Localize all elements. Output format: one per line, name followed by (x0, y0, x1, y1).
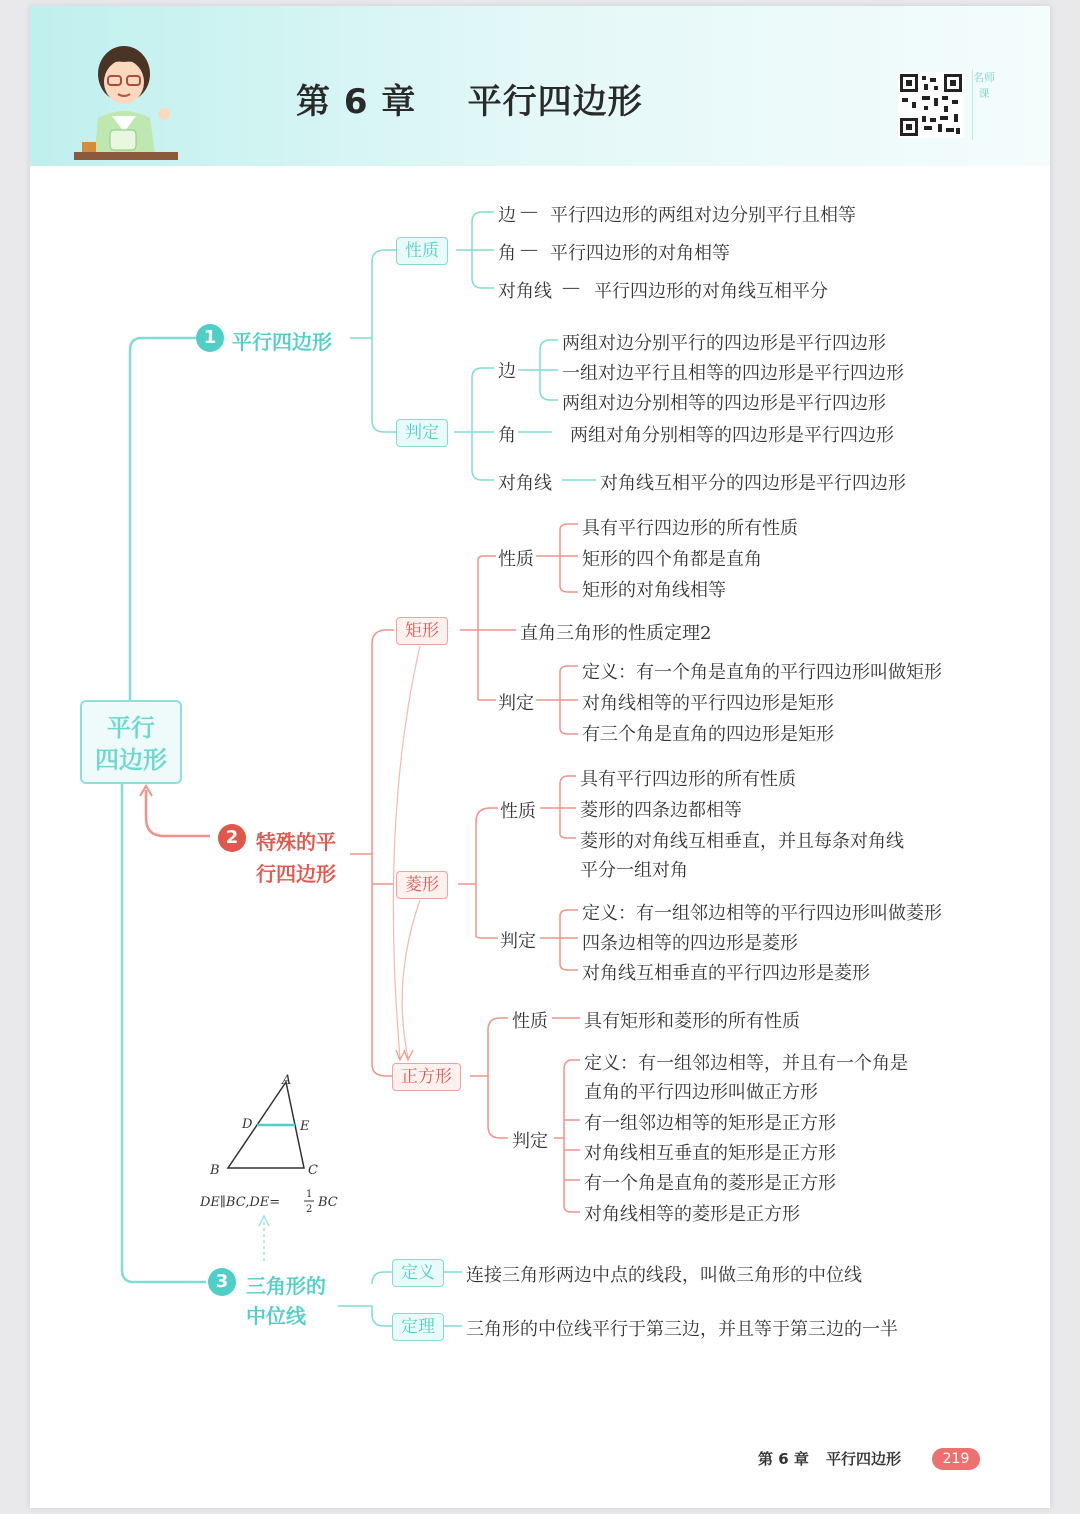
footer-title: 平行四边形 (826, 1450, 902, 1468)
branch1-label[interactable]: 平行四边形 (232, 330, 332, 354)
branch1-judge-key-angle: 角 (498, 425, 516, 446)
dash: — (562, 277, 580, 298)
rectangle-prop-3: 矩形的对角线相等 (582, 580, 726, 601)
dash: — (520, 239, 538, 260)
root-node[interactable] (80, 700, 182, 784)
branch3-definition-text: 连接三角形两边中点的线段，叫做三角形的中位线 (466, 1265, 862, 1286)
square-judge-1b: 直角的平行四边形叫做正方形 (584, 1082, 818, 1103)
branch1-prop-key-diagonal: 对角线 (498, 281, 552, 302)
rhombus-judge-1: 定义：有一组邻边相等的平行四边形叫做菱形 (582, 903, 942, 924)
rectangle-theorem: 直角三角形的性质定理2 (520, 623, 712, 644)
rectangle-tag[interactable]: 矩形 (396, 617, 448, 645)
branch1-judge-angle-text: 两组对角分别相等的四边形是平行四边形 (570, 425, 894, 446)
dash: — (520, 201, 538, 222)
square-judge-4: 有一个角是直角的菱形是正方形 (584, 1173, 836, 1194)
branch3-theorem-text: 三角形的中位线平行于第三边，并且等于第三边的一半 (466, 1319, 898, 1340)
rectangle-judge-2: 对角线相等的平行四边形是矩形 (582, 693, 834, 714)
rectangle-judge-1: 定义：有一个角是直角的平行四边形叫做矩形 (582, 662, 942, 683)
square-judge-5: 对角线相等的菱形是正方形 (584, 1204, 800, 1225)
rhombus-judge-key: 判定 (500, 931, 536, 952)
root-line2: 四边形 (95, 746, 167, 774)
branch1-prop-key-angle: 角 (498, 243, 516, 264)
rhombus-judge-2: 四条边相等的四边形是菱形 (582, 933, 798, 954)
rectangle-prop-1: 具有平行四边形的所有性质 (582, 518, 798, 539)
branch3-definition-tag[interactable]: 定义 (392, 1259, 444, 1287)
figure-caption-right: BC (318, 1195, 338, 1210)
branch3-label-line2[interactable]: 中位线 (246, 1304, 306, 1328)
point-b-label: B (210, 1163, 220, 1178)
branch1-judge-edge-2: 一组对边平行且相等的四边形是平行四边形 (562, 363, 904, 384)
rectangle-prop-2: 矩形的四个角都是直角 (582, 549, 762, 570)
root-line1: 平行 (107, 714, 155, 742)
branch1-prop-text-edge: 平行四边形的两组对边分别平行且相等 (550, 205, 856, 226)
rhombus-tag[interactable]: 菱形 (396, 871, 448, 899)
branch3-label-line1[interactable]: 三角形的 (246, 1274, 326, 1298)
branch1-prop-text-diagonal: 平行四边形的对角线互相平分 (594, 281, 828, 302)
rhombus-judge-3: 对角线互相垂直的平行四边形是菱形 (582, 963, 870, 984)
branch3-number-badge: 3 (208, 1268, 236, 1296)
branch2-label-line2[interactable]: 行四边形 (256, 862, 336, 886)
triangle-midline-figure (200, 1072, 360, 1222)
branch1-judge-key-diagonal: 对角线 (498, 473, 552, 494)
branch1-judge-key-edge: 边 (498, 361, 516, 382)
rhombus-prop-2: 菱形的四条边都相等 (580, 800, 742, 821)
branch2-number-badge: 2 (218, 824, 246, 852)
rhombus-prop-3: 菱形的对角线互相垂直，并且每条对角线 (580, 831, 904, 852)
branch1-judge-edge-3: 两组对边分别相等的四边形是平行四边形 (562, 393, 886, 414)
square-judge-2: 有一组邻边相等的矩形是正方形 (584, 1113, 836, 1134)
qr-side-label: 名师课 (972, 70, 995, 140)
rhombus-prop-1: 具有平行四边形的所有性质 (580, 769, 796, 790)
branch3-theorem-tag[interactable]: 定理 (392, 1313, 444, 1341)
rhombus-prop-4: 平分一组对角 (580, 860, 688, 881)
point-e-label: E (300, 1119, 310, 1134)
square-judge-1: 定义：有一组邻边相等，并且有一个角是 (584, 1053, 908, 1074)
rhombus-prop-key: 性质 (500, 801, 536, 822)
branch1-prop-key-edge: 边 (498, 205, 516, 226)
figure-caption-left: DE∥BC,DE= (200, 1195, 281, 1210)
branch2-label-line1[interactable]: 特殊的平 (256, 830, 336, 854)
square-prop-text: 具有矩形和菱形的所有性质 (584, 1011, 800, 1032)
rectangle-judge-key: 判定 (498, 693, 534, 714)
branch1-judge-tag[interactable]: 判定 (396, 419, 448, 447)
square-tag[interactable]: 正方形 (392, 1063, 461, 1091)
rectangle-prop-key: 性质 (498, 549, 534, 570)
point-d-label: D (242, 1117, 253, 1132)
footer-chapter: 第 6 章 (758, 1450, 809, 1468)
branch1-number-badge: 1 (196, 324, 224, 352)
square-judge-key: 判定 (512, 1131, 548, 1152)
branch1-judge-diagonal-text: 对角线互相平分的四边形是平行四边形 (600, 473, 906, 494)
page-number-badge: 219 (932, 1448, 980, 1470)
point-a-label: A (282, 1073, 292, 1088)
square-judge-3: 对角线相互垂直的矩形是正方形 (584, 1143, 836, 1164)
branch1-prop-text-angle: 平行四边形的对角相等 (550, 243, 730, 264)
branch1-property-tag[interactable]: 性质 (396, 237, 448, 265)
square-prop-key: 性质 (512, 1011, 548, 1032)
rectangle-judge-3: 有三个角是直角的四边形是矩形 (582, 724, 834, 745)
point-c-label: C (308, 1163, 318, 1178)
frac-denominator: 2 (306, 1204, 313, 1215)
branch1-judge-edge-1: 两组对边分别平行的四边形是平行四边形 (562, 333, 886, 354)
frac-numerator: 1 (306, 1189, 313, 1200)
chapter-title: 第 6 章 平行四边形 (296, 82, 643, 122)
